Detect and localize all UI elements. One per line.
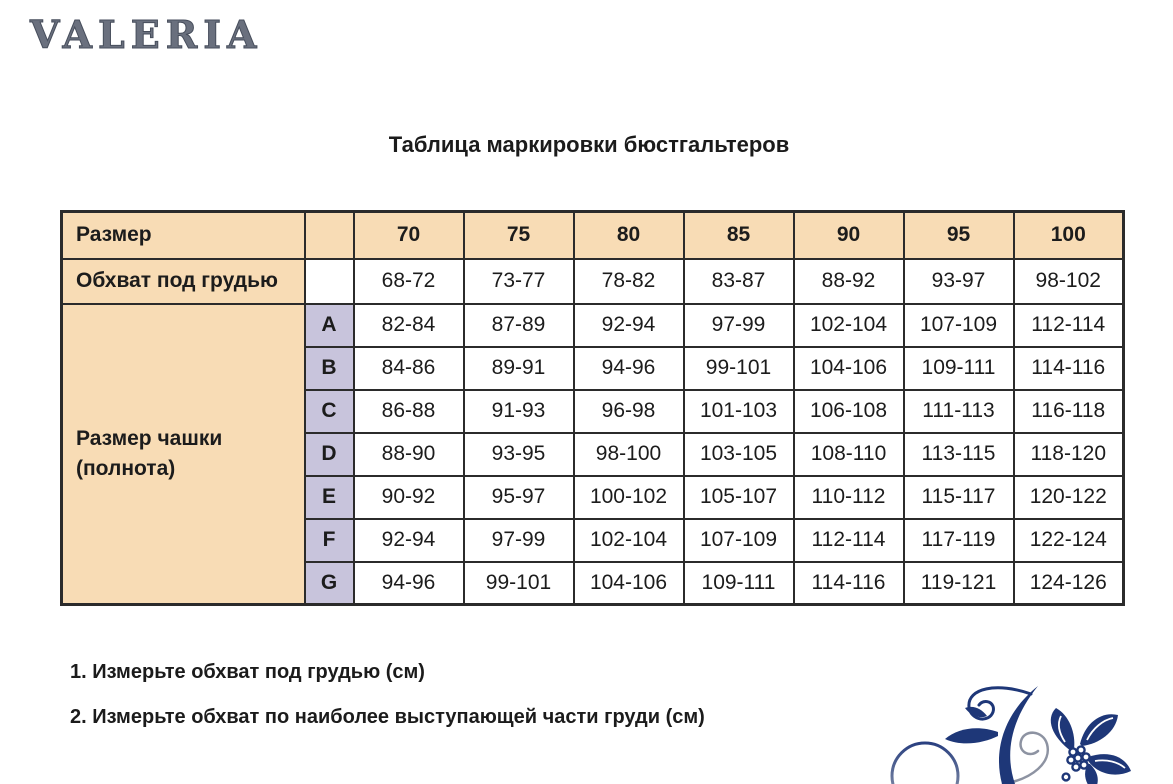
underbust-range-cell: 88-92 [794,259,904,304]
size-table-body [62,212,1124,605]
table-row [62,259,1124,304]
band-size-header-70: 70 [354,212,464,259]
floral-ornament-icon [885,680,1135,784]
cup-range-cell: 108-110 [794,433,904,476]
band-size-header-85: 85 [684,212,794,259]
cup-range-cell: 110-112 [794,476,904,519]
cup-range-cell: 109-111 [904,347,1014,390]
cup-range-cell: 114-116 [1014,347,1124,390]
ornament-leaf-small [965,707,987,717]
cup-range-cell: 101-103 [684,390,794,433]
cup-range-cell: 97-99 [464,519,574,562]
cup-range-cell: 113-115 [904,433,1014,476]
cup-range-cell: 118-120 [1014,433,1124,476]
measuring-instructions [70,660,705,750]
cup-range-cell: 112-114 [1014,304,1124,347]
underbust-range-cell: 68-72 [354,259,464,304]
brand-logo: VALERIA [30,12,263,57]
cup-range-cell: 103-105 [684,433,794,476]
band-size-header-90: 90 [794,212,904,259]
cup-range-cell: 104-106 [794,347,904,390]
table-row [62,212,1124,259]
instruction-2: 2. Измерьте обхват по наиболее выступающей части груди (см) [70,706,705,728]
cup-range-cell: 112-114 [794,519,904,562]
band-size-header-100: 100 [1014,212,1124,259]
bra-size-table [60,210,1125,606]
cup-range-cell: 107-109 [684,519,794,562]
underbust-range-cell: 93-97 [904,259,1014,304]
cup-letter-B: B [305,347,354,390]
cup-range-cell: 86-88 [354,390,464,433]
band-size-header-75: 75 [464,212,574,259]
cup-range-cell: 96-98 [574,390,684,433]
page-title: Таблица маркировки бюстгальтеров [388,132,790,157]
cup-range-cell: 105-107 [684,476,794,519]
cup-range-cell: 88-90 [354,433,464,476]
cup-range-cell: 120-122 [1014,476,1124,519]
cup-letter-E: E [305,476,354,519]
spacer-cell [305,259,354,304]
cup-range-cell: 84-86 [354,347,464,390]
cup-range-cell: 89-91 [464,347,574,390]
cup-range-cell: 94-96 [574,347,684,390]
cup-range-cell: 97-99 [684,304,794,347]
cup-range-cell: 87-89 [464,304,574,347]
cup-range-cell: 102-104 [574,519,684,562]
size-row-label: Размер [62,212,305,259]
cup-letter-A: A [305,304,354,347]
cup-range-cell: 122-124 [1014,519,1124,562]
underbust-range-cell: 73-77 [464,259,574,304]
band-size-header-80: 80 [574,212,684,259]
cup-range-cell: 95-97 [464,476,574,519]
table-row [62,304,1124,347]
ornament-circle-swirl [892,743,958,784]
cup-range-cell: 107-109 [904,304,1014,347]
cup-range-cell: 104-106 [574,562,684,605]
cup-range-cell: 82-84 [354,304,464,347]
cup-range-cell: 106-108 [794,390,904,433]
ornament-stem [999,686,1038,784]
underbust-row-label: Обхват под грудью [62,259,305,304]
cup-range-cell: 114-116 [794,562,904,605]
spacer-cell [305,212,354,259]
cup-range-cell: 99-101 [684,347,794,390]
cup-range-cell: 90-92 [354,476,464,519]
cup-range-cell: 124-126 [1014,562,1124,605]
cup-size-label: Размер чашки (полнота) [62,304,305,605]
underbust-range-cell: 98-102 [1014,259,1124,304]
cup-range-cell: 91-93 [464,390,574,433]
cup-range-cell: 117-119 [904,519,1014,562]
cup-range-cell: 111-113 [904,390,1014,433]
underbust-range-cell: 78-82 [574,259,684,304]
band-size-header-95: 95 [904,212,1014,259]
cup-letter-C: C [305,390,354,433]
cup-letter-D: D [305,433,354,476]
cup-range-cell: 116-118 [1014,390,1124,433]
cup-range-cell: 109-111 [684,562,794,605]
cup-range-cell: 99-101 [464,562,574,605]
underbust-range-cell: 83-87 [684,259,794,304]
instruction-1: 1. Измерьте обхват под грудью (см) [70,661,425,683]
cup-range-cell: 94-96 [354,562,464,605]
cup-range-cell: 92-94 [354,519,464,562]
cup-range-cell: 115-117 [904,476,1014,519]
ornament-leaf [945,728,998,743]
flower-petal-upper-left [1051,708,1075,751]
cup-letter-F: F [305,519,354,562]
cup-range-cell: 119-121 [904,562,1014,605]
cup-letter-G: G [305,562,354,605]
cup-range-cell: 98-100 [574,433,684,476]
cup-range-cell: 92-94 [574,304,684,347]
cup-range-cell: 102-104 [794,304,904,347]
cup-range-cell: 100-102 [574,476,684,519]
cup-range-cell: 93-95 [464,433,574,476]
